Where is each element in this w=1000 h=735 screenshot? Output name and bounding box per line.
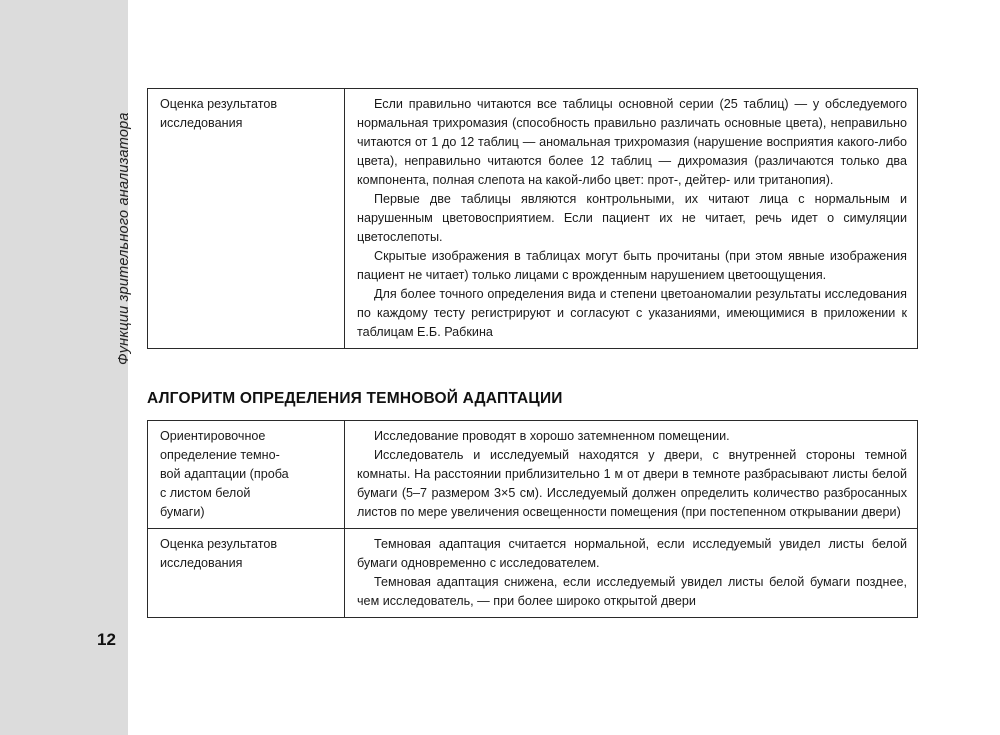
row-label: Ориентировочное определение темно- вой адаптации (проба с листом белой бумаги) [160,429,289,519]
table-row [148,89,918,349]
paragraph: Скрытые изображения в таблицах могут быть прочитаны (при этом явные изображения пациент не читает) только лицами с врожденным нарушением цветоощущения. [357,249,907,282]
row-label: Оценка результатов исследования [160,97,278,130]
paragraph: Первые две таблицы являются контрольными, их читают лица с нормальным и нарушенным цветовосприятием. Если пациент их не читает, речь идет о симуляции цветослепоты. [357,192,907,244]
paragraph: Темновая адаптация считается нормальной, если исследуемый увидел листы белой бумаги одновременно с исследователем. [357,537,907,570]
color-assessment-table [147,88,918,349]
table-row [148,421,918,529]
row-label-cell [148,421,345,529]
row-label: Оценка результатов исследования [160,537,278,570]
paragraph: Для более точного определения вида и степени цветоаномалии результаты исследования по каждому тесту регистрируют и согласуют с указаниями, имеющимися в приложении к таблицам Е.Б. Рабкина [357,287,907,339]
page-sidebar [0,0,128,735]
running-header: Функции зрительного анализатора [116,112,132,365]
page-number: 12 [97,630,116,649]
row-text-cell [345,421,918,529]
paragraph: Исследование проводят в хорошо затемненном помещении. [374,429,730,443]
paragraph: Если правильно читаются все таблицы основной серии (25 таблиц) — у обследуемого нормальная трихромазия (способность правильно различать основные цвета), неправильно читаются от 1 до 12 таблиц — аномальная трихромазия (нарушение восприятия какого-либо цвета), неправильно читаются более 12 таблиц — дихромазия (различаются только два компонента, полная слепота на какой-либо цвет: прот-, дейтер- или тританопия). [357,97,907,187]
row-label-cell [148,89,345,349]
dark-adaptation-table [147,420,918,618]
row-text-cell [345,89,918,349]
paragraph: Исследователь и исследуемый находятся у двери, с внутренней стороны темной комнаты. На расстоянии приблизительно 1 м от двери в темноте разбрасывают листы белой бумаги (5–7 размером 3×5 см). Исследуемый должен определить количество разбросанных листов по мере увеличения освещенности помещения (при постепенном открывании двери) [357,448,907,519]
section-heading: АЛГОРИТМ ОПРЕДЕЛЕНИЯ ТЕМНОВОЙ АДАПТАЦИИ [147,390,563,407]
paragraph: Темновая адаптация снижена, если исследуемый увидел листы белой бумаги позднее, чем исследователь, — при более широко открытой двери [357,575,907,608]
row-label-cell [148,529,345,618]
row-text-cell [345,529,918,618]
table-row [148,529,918,618]
